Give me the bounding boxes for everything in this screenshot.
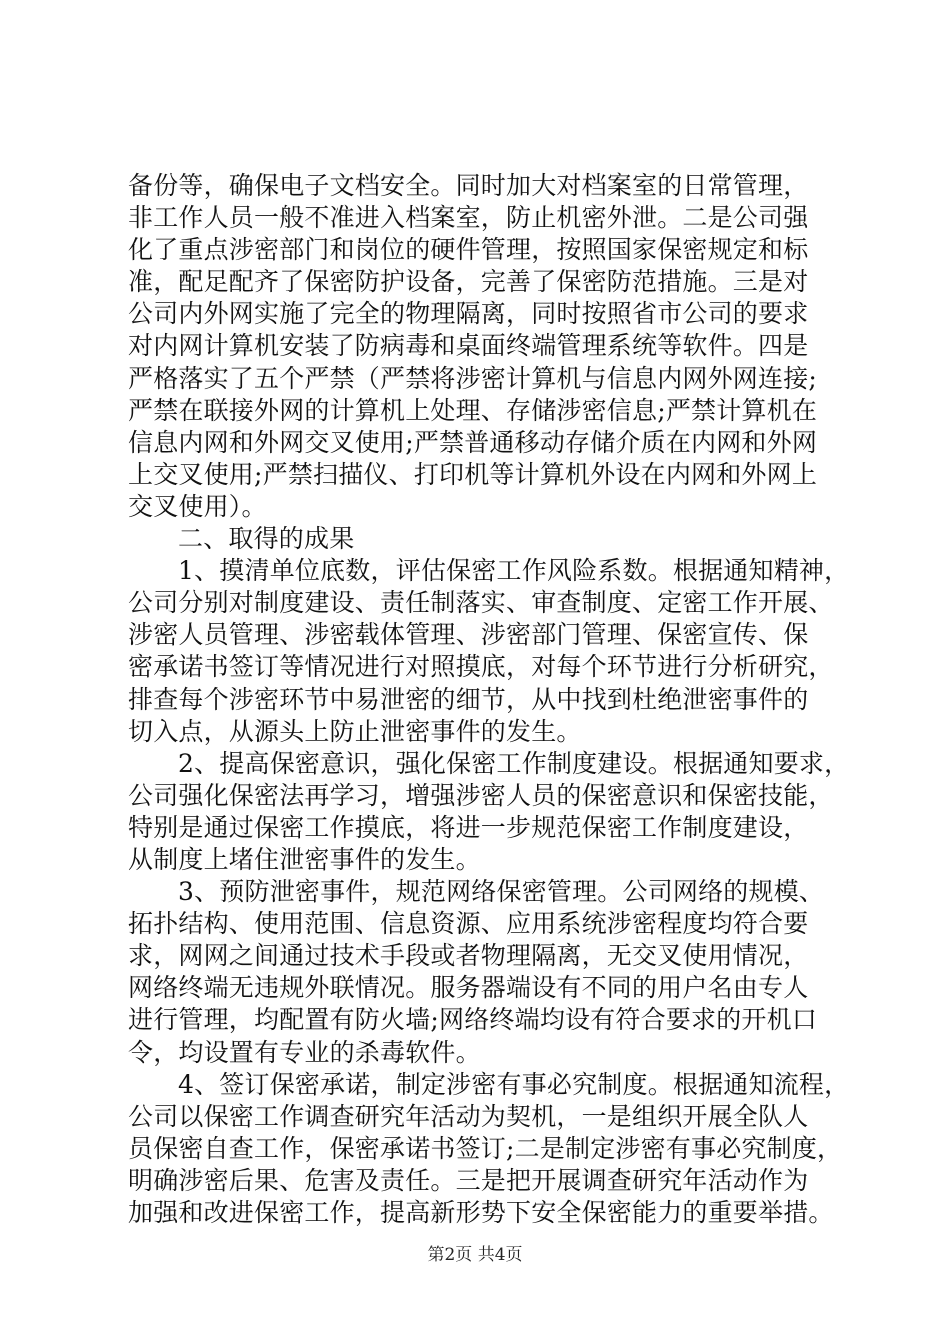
text-line: 信息内网和外网交叉使用;严禁普通移动存储介质在内网和外网 <box>128 427 818 457</box>
text-line: 4、签订保密承诺，制定涉密有事必究制度。根据通知流程， <box>178 1069 850 1099</box>
text-line: 交叉使用）。 <box>128 491 267 521</box>
page-footer: 第2页 共4页 <box>427 1245 523 1265</box>
text-line: 员保密自查工作，保密承诺书签订;二是制定涉密有事必究制度， <box>128 1133 843 1163</box>
text-line: 公司强化保密法再学习，增强涉密人员的保密意识和保密技能， <box>128 780 834 810</box>
text-line: 化了重点涉密部门和岗位的硬件管理，按照国家保密规定和标 <box>128 235 809 265</box>
text-line: 二、取得的成果 <box>178 524 355 554</box>
text-line: 公司分别对制度建设、责任制落实、审查制度、定密工作开展、 <box>128 588 834 618</box>
document-body <box>128 170 858 1229</box>
text-line: 明确涉密后果、危害及责任。三是把开展调查研究年活动作为 <box>128 1165 809 1195</box>
text-line: 从制度上堵住泄密事件的发生。 <box>128 844 481 874</box>
text-line: 求，网网之间通过技术手段或者物理隔离，无交叉使用情况， <box>128 941 809 971</box>
text-line: 涉密人员管理、涉密载体管理、涉密部门管理、保密宣传、保 <box>128 620 809 650</box>
text-line: 准，配足配齐了保密防护设备，完善了保密防范措施。三是对 <box>128 267 809 297</box>
text-line: 备份等，确保电子文档安全。同时加大对档案室的日常管理， <box>128 171 809 200</box>
text-line: 2、提高保密意识，强化保密工作制度建设。根据通知要求， <box>178 748 850 778</box>
text-line: 1、摸清单位底数，评估保密工作风险系数。根据通知精神， <box>178 556 850 586</box>
text-line: 公司以保密工作调查研究年活动为契机，一是组织开展全队人 <box>128 1101 809 1131</box>
text-line: 排查每个涉密环节中易泄密的细节，从中找到杜绝泄密事件的 <box>128 684 809 714</box>
text-line: 严禁在联接外网的计算机上处理、存储涉密信息;严禁计算机在 <box>128 395 818 425</box>
text-line: 进行管理，均配置有防火墙;网络终端均设有符合要求的开机口 <box>128 1005 818 1035</box>
text-line: 严格落实了五个严禁（严禁将涉密计算机与信息内网外网连接; <box>128 363 818 393</box>
text-line: 密承诺书签订等情况进行对照摸底，对每个环节进行分析研究， <box>128 652 834 682</box>
text-line: 加强和改进保密工作，提高新形势下安全保密能力的重要举措。 <box>128 1198 834 1227</box>
text-line: 上交叉使用;严禁扫描仪、打印机等计算机外设在内网和外网上 <box>128 459 818 489</box>
text-line: 公司内外网实施了完全的物理隔离，同时按照省市公司的要求 <box>128 299 809 329</box>
text-line: 对内网计算机安装了防病毒和桌面终端管理系统等软件。四是 <box>128 331 809 361</box>
text-line: 3、预防泄密事件，规范网络保密管理。公司网络的规模、 <box>178 877 825 907</box>
text-line: 拓扑结构、使用范围、信息资源、应用系统涉密程度均符合要 <box>128 909 809 939</box>
text-line: 网络终端无违规外联情况。服务器端设有不同的用户名由专人 <box>128 973 809 1003</box>
text-line: 切入点，从源头上防止泄密事件的发生。 <box>128 716 582 746</box>
text-line: 特别是通过保密工作摸底，将进一步规范保密工作制度建设， <box>128 812 809 842</box>
text-line: 非工作人员一般不准进入档案室，防止机密外泄。二是公司强 <box>128 203 809 233</box>
text-line: 令，均设置有专业的杀毒软件。 <box>128 1037 481 1067</box>
